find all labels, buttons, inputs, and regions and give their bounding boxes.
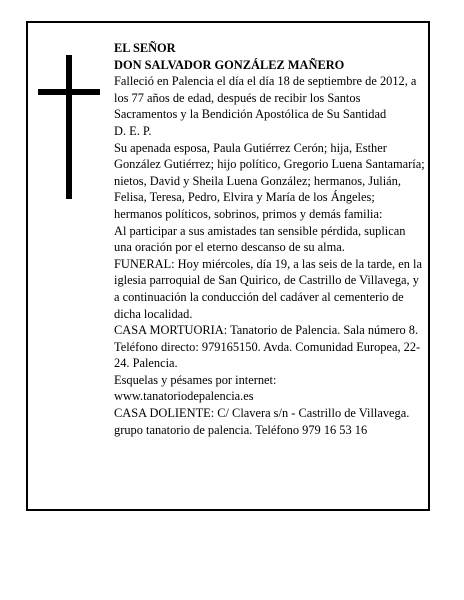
cross-horizontal-bar <box>38 89 100 95</box>
funeral-home-website: www.tanatoriodepalencia.es <box>114 389 254 404</box>
notice-heading-title: EL SEÑOR <box>114 41 176 55</box>
family-home-address: CASA DOLIENTE: C/ Clavera s/n - Castrillo de Villavega. <box>114 406 410 421</box>
notice-heading-name: DON SALVADOR GONZÁLEZ MAÑERO <box>114 57 345 72</box>
death-announcement: Falleció en Palencia el día el día 18 de septiembre de 2012, a los 77 años de edad, después de recibir los Santos Sacramentos y la Bendición Apostólica de Su Santidad <box>114 74 417 122</box>
notice-text <box>114 40 426 438</box>
family-list: Su apenada esposa, Paula Gutiérrez Cerón; hija, Esther González Gutiérrez; hijo político, Gregorio Luena Santamaría; nietos, David y Sheila Luena González; hermanos, Julián, Felisa, Teresa, Pedro, Elvira y María de los Ángeles; hermanos políticos, sobrinos, primos y demás familia: <box>114 140 425 221</box>
cross-icon <box>38 55 100 199</box>
cross-vertical-bar <box>66 55 72 199</box>
rip-line: D. E. P. <box>114 123 152 138</box>
prayer-request: Al participar a sus amistades tan sensible pérdida, suplican una oración por el eterno descanso de su alma. <box>114 223 406 255</box>
funeral-group-phone: grupo tanatorio de palencia. Teléfono 979 16 53 16 <box>114 422 368 437</box>
obituary-notice <box>26 21 430 511</box>
funeral-home-details: CASA MORTUORIA: Tanatorio de Palencia. Sala número 8. Teléfono directo: 979165150. Avda. Comunidad Europea, 22-24. Palencia. <box>114 323 421 371</box>
online-condolences-label: Esquelas y pésames por internet: <box>114 372 277 387</box>
funeral-details: FUNERAL: Hoy miércoles, día 19, a las seis de la tarde, en la iglesia parroquial de San Quirico, de Castrillo de Villavega, y a continuación la conducción del cadáver al cementerio de dicha localidad. <box>114 256 422 321</box>
